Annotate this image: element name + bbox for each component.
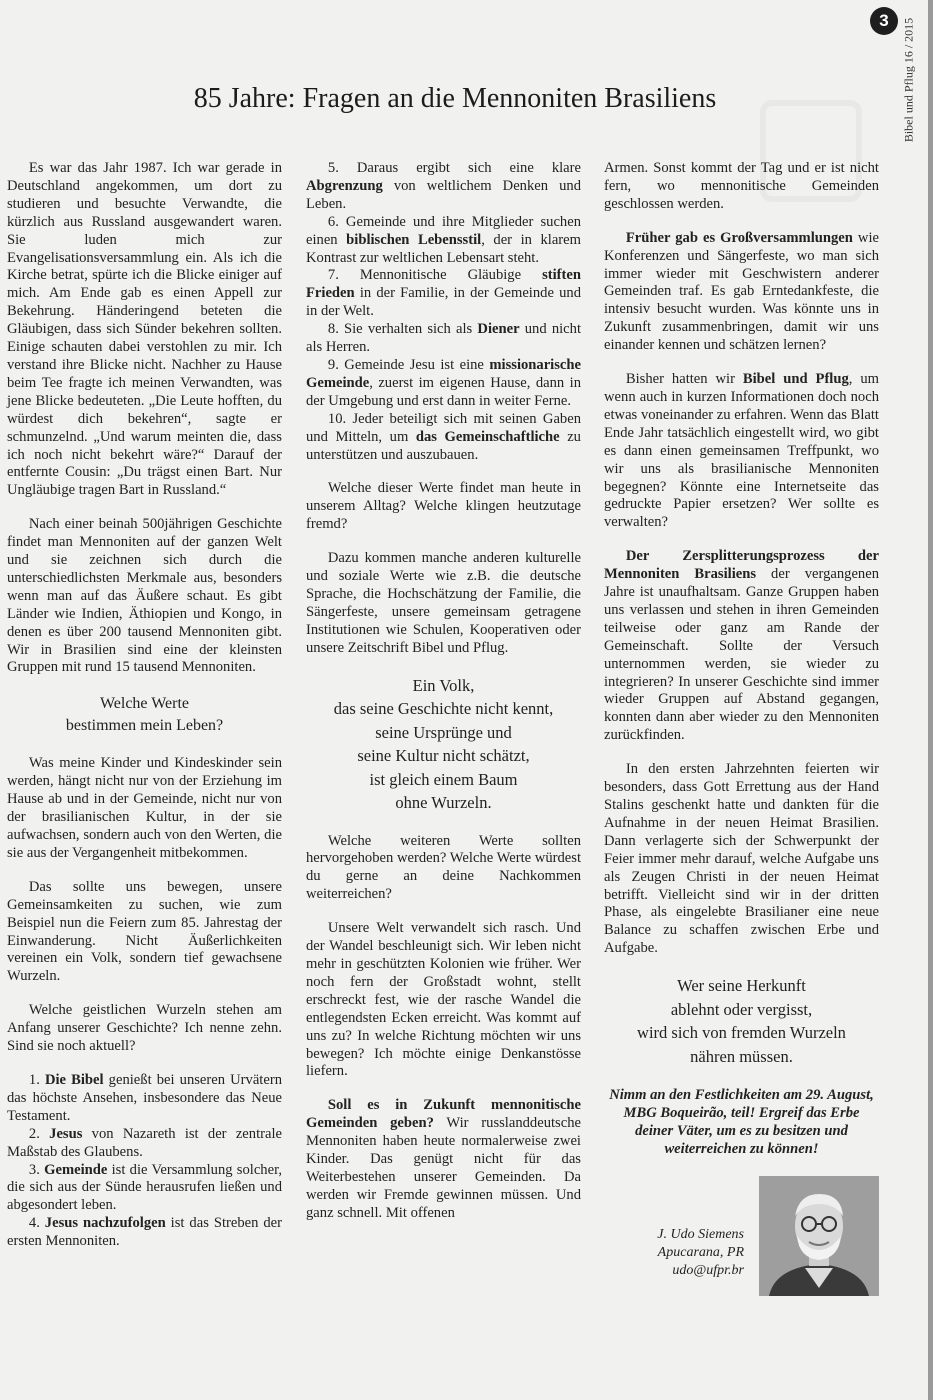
author-info bbox=[604, 1226, 744, 1280]
paragraph: Nach einer beinah 500jährigen Geschichte findet man Mennoniten auf der ganzen Welt und sie zeichnen sich durch die unterschiedlichsten Merkmale aus, besonders wenn man auf das Äußere schaut. Es gibt Länder wie Indien, Äthiopien und Kongo, in denen es über 200 tausend Mennoniten gibt. Wir in Brasilien sind eine der kleinsten Gruppen mit rund 15 tausend Mennoniten. bbox=[7, 516, 282, 676]
list-item: 6. Gemeinde und ihre Mitglieder suchen einen biblischen Lebensstil, der in klarem Kontrast zur weltlichen Lebensart steht. bbox=[306, 213, 581, 266]
paragraph: In den ersten Jahrzehnten feierten wir besonders, dass Gott Errettung aus der Hand Stalins geschenkt hatte und dankten für die Aufnahme in der neuen Heimat Brasilien. Dann verlagerte sich der Schwerpunkt der Feier immer mehr darauf, welche Aufgabe uns als Zeugen Christi in der neuen Heimat betrifft. Vielleicht sind wir in der dritten Phase, als eingelebte Brasilianer eine neue Balance zu schaffen zwischen Erbe und Aufgabe. bbox=[604, 761, 879, 957]
paragraph: Welche weiteren Werte sollten hervorgehoben werden? Welche Werte würdest du gerne an deine Nachkommen weiterreichen? bbox=[306, 832, 581, 903]
paragraph: Armen. Sonst kommt der Tag und er ist nicht fern, wo mennonitische Gemeinden geschlossen werden. bbox=[604, 160, 879, 212]
author-block bbox=[604, 1176, 879, 1296]
paragraph: Es war das Jahr 1987. Ich war gerade in Deutschland angekommen, um dort zu studieren und besuchte Verwandte, die kürzlich aus Russland ausgewandert waren. Sie luden mich zur Evangelisationsversammlung ein. Als ich die Kirche betrat, spürte ich die Blicke einiger auf mich. Am Ende gab es einen Appell zur Bekehrung. Händeringend beteten die Gläubigen, dass sich Sünder bekehren sollten. Einige schauten dabei verstohlen zu mir. Ich verstand ihre Blicke nicht. Nachher zu Hause beim Tee fragte ich meinen Verwandten, was jene Blicke bedeuteten. „Die Leute hofften, du würdest dich bekehren“, sagte er schmunzelnd. „Und warum meinten die, dass ich noch nicht bekehrt wäre?“ Darauf der entfernte Cousin: „Du trägst einen Bart. Nur Ungläubige tragen Bart in Russland.“ bbox=[7, 160, 282, 499]
paragraph: Dazu kommen manche anderen kulturelle und soziale Werte wie z.B. die deutsche Sprache, die Hochschätzung der Familie, die Sängerfeste, unsere gemeinsam getragene Institutionen wie Schulen, Kooperativen oder unsere Zeitschrift Bibel und Pflug. bbox=[306, 550, 581, 656]
list-item: 10. Jeder beteiligt sich mit seinen Gaben und Mitteln, um das Gemeinschaftliche zu unterstützen und auszubauen. bbox=[306, 410, 581, 463]
poem: Ein Volk, das seine Geschichte nicht kennt, seine Ursprünge und seine Kultur nicht schätzt, ist gleich einem Baum ohne Wurzeln. bbox=[333, 675, 554, 813]
paragraph: Welche dieser Werte findet man heute in unserem Alltag? Welche klingen heutzutage fremd? bbox=[306, 480, 581, 533]
list-item: 4. Jesus nachzufolgen ist das Streben der ersten Mennoniten. bbox=[7, 1215, 282, 1250]
list-item: 8. Sie verhalten sich als Diener und nicht als Herren. bbox=[306, 321, 581, 356]
event-callout: Nimm an den Festlichkeiten am 29. August, MBG Boqueirão, teil! Ergreif das Erbe deiner Väter, um es zu besitzen und weiterreichen zu können! bbox=[609, 1087, 874, 1158]
paragraph: Unsere Welt verwandelt sich rasch. Und der Wandel beschleunigt sich. Wir leben nicht mehr in geschützten Kolonien wie früher. Wer noch fern der Großstadt wohnt, stellt erschreckt fest, wie der rasche Wandel die entlegendsten Ecken erreicht. Was kommt auf uns zu? In welche Richtung möchten wir uns bewegen? Ich möchte einige Denkanstösse liefern. bbox=[306, 920, 581, 1080]
paragraph: Welche geistlichen Wurzeln stehen am Anfang unserer Geschichte? Ich nenne zehn. Sind sie noch aktuell? bbox=[7, 1002, 282, 1055]
list-item: 5. Daraus ergibt sich eine klare Abgrenzung von weltlichem Denken und Leben. bbox=[306, 160, 581, 212]
author-photo bbox=[759, 1176, 879, 1296]
page-number-badge: 3 bbox=[870, 7, 898, 35]
paragraph: Früher gab es Großversammlungen wie Konferenzen und Sängerfeste, wo man sich immer wieder mit Geschwistern anderer Gemeinden traf. Es gab Erntedankfeste, die intensiv besucht wurden. Was könnte uns in Zukunft zusammenbringen, damit wir uns einander kennen und schätzen lernen? bbox=[604, 229, 879, 354]
list-item: 2. Jesus von Nazareth ist der zentrale Maßstab des Glaubens. bbox=[7, 1125, 282, 1160]
author-name: J. Udo Siemens bbox=[657, 1227, 744, 1243]
author-place: Apucarana, PR bbox=[657, 1245, 744, 1261]
paragraph: Das sollte uns bewegen, unsere Gemeinsamkeiten zu suchen, wie zum Beispiel nun die Feiern zum 85. Jahrestag der Einwanderung. Nicht Äußerlichkeiten vereinen ein Volk, sondern tief gewachsene Wurzeln. bbox=[7, 878, 282, 985]
column-3 bbox=[604, 160, 879, 1296]
subheading: Welche Werte bestimmen mein Leben? bbox=[65, 695, 224, 735]
paragraph: Was meine Kinder und Kindeskinder sein werden, hängt nicht nur von der Erziehung im Hause ab und in der Gemeinde, nicht nur von der brasilianischen Kultur, in der sie aufwachsen, sondern auch von den Werten, die sie aus der Vergangenheit mitbekommen. bbox=[7, 755, 282, 861]
paragraph: Bisher hatten wir Bibel und Pflug, um wenn auch in kurzen Informationen doch noch etwas voneinander zu erfahren. Wenn das Blatt Ende Jahr tatsächlich eingestellt wird, wo gibt es dann einen gemeinsamen Treffpunkt, wo wir uns als brasilianische Mennoniten begegnen? Könnte eine Internetseite das gedruckte Papier ersetzen? Wer sollte es verwalten? bbox=[604, 371, 880, 531]
paragraph: Soll es in Zukunft mennonitische Gemeinden geben? Wir russlanddeutsche Mennoniten haben heute normalerweise zwei Kinder. Das genügt nicht für das Weiterbestehen unserer Gemeinden. Da werden wir Fremde gewinnen müssen. Und ganz schnell. Mit offenen bbox=[306, 1097, 581, 1221]
side-label: Bibel und Pflug 16 / 2015 bbox=[901, 17, 916, 143]
paragraph: Der Zersplitterungsprozess der Mennoniten Brasiliens der vergangenen Jahre ist unaufhaltsam. Ganze Gruppen haben uns verlassen und stehen in ihren Gemeinden teilweise oder ganz am Rande der Gemeinschaft. Sollte der Versuch unternommen werden, sie wieder zu integrieren? In unserer Geschichte sind immer wieder Gruppen auf Abstand gegangen, konnten dann aber wieder zu den Mennoniten zurückfinden. bbox=[604, 548, 879, 744]
list-item: 1. Die Bibel genießt bei unseren Urvätern das höchste Ansehen, insbesondere das Neue Testament. bbox=[7, 1071, 282, 1124]
list-item: 9. Gemeinde Jesu ist eine missionarische Gemeinde, zuerst im eigenen Hause, dann in der Umgebung und erst dann in weiter Ferne. bbox=[306, 356, 581, 409]
article-title: 85 Jahre: Fragen an die Mennoniten Brasiliens bbox=[193, 83, 717, 114]
quote: Wer seine Herkunft ablehnt oder vergisst, wird sich von fremden Wurzeln nähren müssen. bbox=[637, 976, 846, 1066]
author-email: udo@ufpr.br bbox=[672, 1263, 744, 1279]
column-1 bbox=[7, 160, 282, 1251]
list-item: 7. Mennonitische Gläubige stiften Frieden in der Familie, in der Gemeinde und in der Welt. bbox=[306, 267, 581, 320]
column-2 bbox=[306, 160, 581, 1239]
list-item: 3. Gemeinde ist die Versammlung solcher, die sich aus der Sünde herausrufen ließen und abgesondert leben. bbox=[7, 1161, 283, 1214]
